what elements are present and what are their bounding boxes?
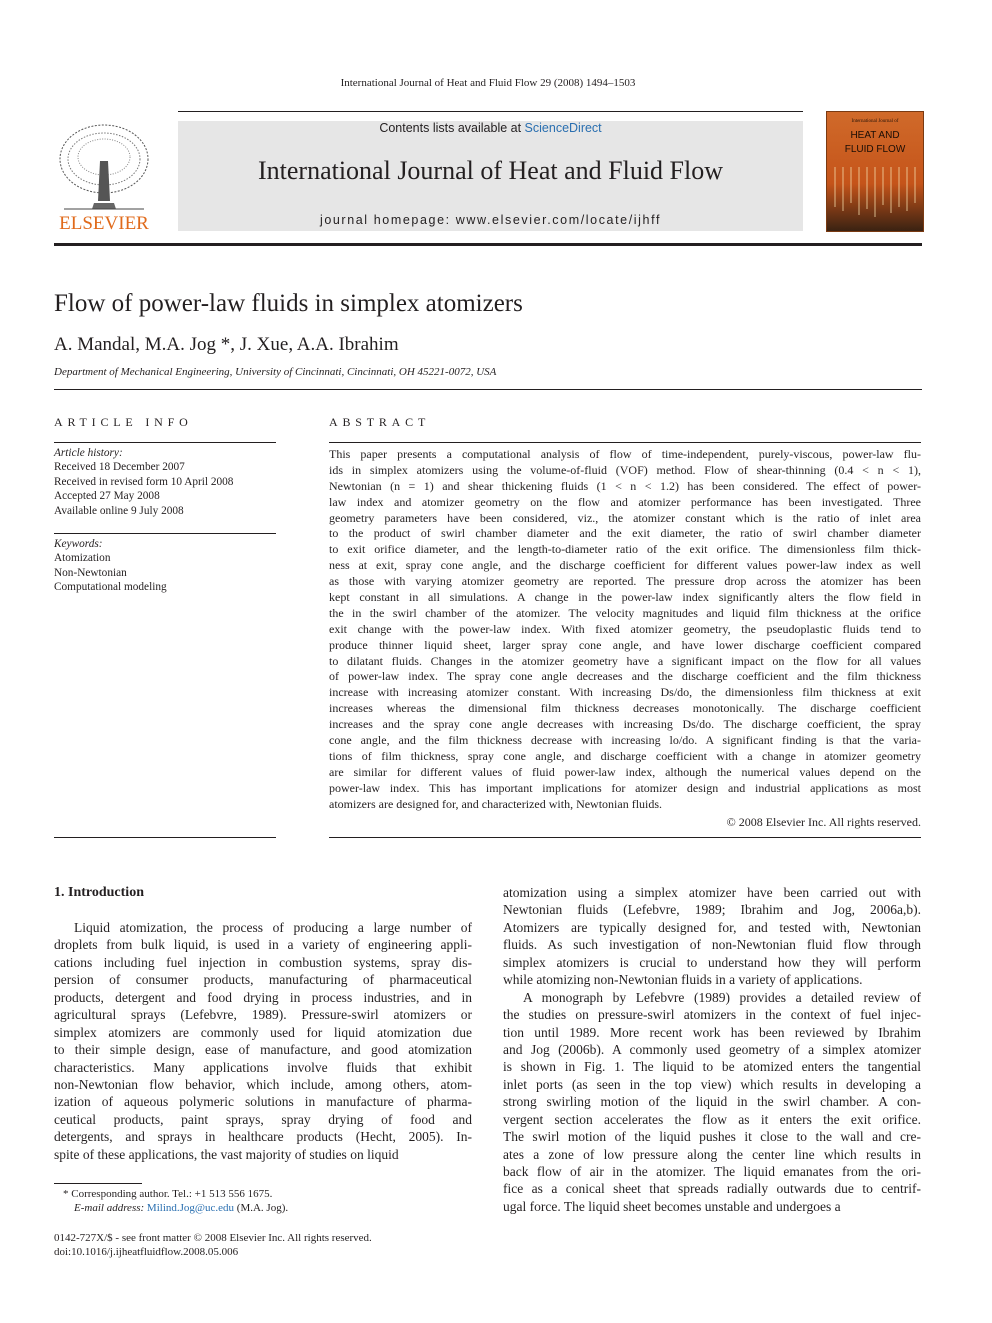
journal-title: International Journal of Heat and Fluid Flow [257,156,724,185]
text-line: increase with increasing atomizer constant. With increasing Ds/do, the dimensionless film thickness at exit [329,685,921,700]
text-line: persion of consumer products, manufacturing of pharmaceutical [54,972,472,988]
text-line: ceutical products, paint sprays, spray drying of food and [54,1111,472,1127]
text-line: and Jog (2006b). A commonly used geometry of a simplex atomizer [503,1041,921,1057]
header-bottom-rule [54,243,922,246]
journal-banner [178,121,803,231]
text-line: kept constant in all simulations. A change in the power-law index significantly alters the flow field in [329,590,921,605]
info-rule-2 [54,533,276,534]
sciencedirect-link[interactable]: ScienceDirect [524,121,602,135]
affiliation-rule [54,389,922,390]
article-authors: A. Mandal, M.A. Jog *, J. Xue, A.A. Ibrahim [54,334,399,355]
text-line: the in the swirl chamber of the atomizer. The velocity magnitudes and liquid film thickness at the orifice [329,605,921,620]
keyword-item: Computational modeling [54,581,167,594]
email-label: E-mail address: [74,1202,147,1214]
footnote-corresponding: * Corresponding author. Tel.: +1 513 556 1675. [63,1188,273,1200]
email-link[interactable]: Milind.Jog@uc.edu [146,1202,235,1214]
text-line: as those with varying atomizer geometry are reported. The pressure drop across the atomizer has been [329,574,921,589]
keywords [54,537,276,595]
text-line: are similar for different values of fluid power-law index, although the numerical values depend on the [329,764,921,779]
text-line: simplex atomizers are commonly used for liquid atomization due [54,1024,472,1040]
text-line: detergents, and sprays in healthcare products (Hecht, 2005). In- [54,1129,472,1145]
text-line: The swirl motion of the liquid pushes it close to the wall and cre- [503,1129,921,1145]
text-line: cations including fuel injection in combustion systems, spray dis- [54,954,472,970]
text-line: atomization using a simplex atomizer have been carried out with [503,885,921,900]
text-line: to their simple design, ease of manufacture, and good atomization [54,1042,472,1058]
journal-citation: International Journal of Heat and Fluid Flow 29 (2008) 1494–1503 [340,77,636,89]
text-line: exit change with the power-law index. With fixed atomizer geometry, the pseudoplastic fluids tend to [329,621,921,636]
text-line: inlet ports (as seen in the top view) which results in developing a [503,1076,921,1092]
history-label: Article history: [54,447,123,459]
text-line: vergent section accelerates the flow as it enters the exit orifice. [503,1111,921,1127]
issn-line: 0142-727X/$ - see front matter © 2008 Elsevier Inc. All rights reserved. [54,1232,372,1244]
cover-title [827,129,923,157]
article-affiliation: Department of Mechanical Engineering, University of Cincinnati, Cincinnati, OH 45221-0072, USA [54,366,497,378]
article-title: Flow of power-law fluids in simplex atomizers [54,290,523,317]
text-line: ids in simplex atomizers using the volume-of-fluid (VOF) method. Flow of shear-thinning (0.4 < n < 1), [329,462,921,477]
text-line: tions of film thickness, spray cone angle, and discharge coefficient with a change in atomizer geometry [329,748,921,763]
abstract-copyright: © 2008 Elsevier Inc. All rights reserved. [726,815,921,829]
text-line: ness at exit, spray cone angle, and the discharge coefficient for different values power-law index as well [329,558,921,573]
doi-line: doi:10.1016/j.ijheatfluidflow.2008.05.006 [54,1246,239,1258]
text-line: Newtonian (n = 1) and shear thickening fluids (1 < n < 1.2) has been considered. The effect of power- [329,478,921,493]
journal-homepage[interactable]: journal homepage: www.elsevier.com/locate/ijhff [319,213,662,227]
history-revised: Received in revised form 10 April 2008 [54,475,234,488]
cover-title-line-2: FLUID FLOW [844,144,906,155]
text-line: strong swirling motion of the liquid in the swirl chamber. A con- [503,1094,921,1110]
text-line: to dilatant fluids. Changes in the atomizer geometry have a significant impact on the flow for all values [329,653,921,668]
abstract-rule-bottom [329,837,921,838]
publisher-name: ELSEVIER [59,213,149,233]
article-info-heading: ARTICLE INFO [54,415,193,429]
contents-line [178,121,803,135]
cover-art-icon [827,167,923,231]
text-line: ization of aqueous polymeric solutions in manufacture of pharma- [54,1094,472,1110]
intro-left-column [54,919,472,1163]
text-line: agricultural sprays (Lefebvre, 1989). Pressure-swirl atomizers or [54,1007,472,1023]
info-rule-1 [54,442,276,443]
text-line: back flow of air in the atomizer. The liquid emanates from the ori- [503,1164,921,1179]
text-line: cone angle, and the film thickness decrease with increasing lo/do. A significant finding is that the varia- [329,733,921,748]
elsevier-tree-icon [54,121,154,233]
text-line: droplets from bulk liquid, is used in a variety of engineering appli- [54,937,472,953]
article-history [54,446,276,518]
journal-cover [826,111,924,232]
text-line: ates a zone of low pressure along the center line which results in [503,1146,921,1162]
elsevier-logo [54,121,154,233]
keyword-item: Atomization [54,552,111,565]
text-line: fice as a conical sheet that spreads radially outwards due to centrif- [503,1181,921,1197]
text-line: characteristics. Many applications involve fluids that exhibit [54,1059,472,1075]
abstract-rule-top [329,442,921,443]
text-line: while atomizing non-Newtonian fluids in a variety of applications. [503,972,863,988]
history-accepted: Accepted 27 May 2008 [54,490,160,503]
text-line: fluids. As such investigation of non-Newtonian fluid flow through [503,937,921,953]
text-line: increases whereas the dimensional film thickness decreases monotonically. The discharge coefficient [329,701,921,716]
section-heading-introduction: 1. Introduction [54,885,144,900]
text-line: tion until 1989. More recent work has been reviewed by Ibrahim [503,1024,921,1040]
text-line: to the product of swirl chamber diameter and the exit diameter, the ratio of swirl chamber diameter [329,526,921,541]
text-line: products, detergent and food drying in process industries, and in [54,989,472,1005]
cover-title-line-1: HEAT AND [850,130,900,141]
cover-small-text: International Journal of [851,119,899,124]
text-line: Newtonian fluids (Lefebvre, 1989; Ibrahim and Jog, 2006a,b). [503,902,921,918]
abstract-text [329,447,921,812]
text-line: is shown in Fig. 1. The liquid to be atomized enters the tangential [503,1059,921,1075]
text-line: the studies on pressure-swirl atomizers in the context of fuel injec- [503,1007,921,1023]
text-line: power-law index. This has important implications for atomizer design and industrial applications as most [329,780,921,795]
text-line: non-Newtonian flow behavior, which include, among others, atom- [54,1076,472,1092]
text-line: of power-law index. The spray cone angle decreases and the discharge coefficient and the film thickness [329,669,921,684]
contents-prefix: Contents lists available at [379,121,525,135]
text-line: Atomizers are typically designed for, and tested with, Newtonian [503,919,921,935]
info-rule-bottom [54,837,276,838]
footnote-email [74,1201,288,1215]
history-received: Received 18 December 2007 [54,461,185,474]
email-suffix: (M.A. Jog). [234,1202,289,1214]
header-top-rule [178,111,803,112]
text-line: to exit orifice diameter, and the length-to-diameter ratio of the exit orifice. The dimensionless film thick- [329,542,921,557]
intro-right-column [503,884,921,1215]
text-line: A monograph by Lefebvre (1989) provides a detailed review of [523,989,921,1005]
abstract-heading: ABSTRACT [329,415,431,429]
text-line: This paper presents a computational analysis of flow of time-independent, purely-viscous, power-law flu- [329,447,921,461]
history-online: Available online 9 July 2008 [54,504,184,517]
text-line: produce thinner liquid sheet, larger spray cone angle, and have lower discharge coefficient compared [329,637,921,652]
text-line: ugal force. The liquid sheet becomes unstable and undergoes a [503,1198,841,1214]
text-line: spite of these applications, the vast majority of studies on liquid [54,1146,399,1162]
text-line: law index and atomizer geometry on the flow and atomizer performance has been investigated. Three [329,494,921,509]
footnote-rule [54,1183,142,1184]
text-line: geometry parameters have been considered, viz., the atomizer constant which is the ratio of inlet area [329,510,921,525]
text-line: increases and the spray cone angle decreases with increasing Ds/do. The discharge coefficient, the spray [329,717,921,732]
text-line: simplex atomizers is crucial to understand how they will perform [503,954,921,970]
keyword-item: Non-Newtonian [54,566,127,579]
text-line: atomizers are designed for, and characterized with, Newtonian fluids. [329,796,663,811]
keywords-label: Keywords: [54,538,103,550]
text-line: Liquid atomization, the process of producing a large number of [74,920,472,935]
